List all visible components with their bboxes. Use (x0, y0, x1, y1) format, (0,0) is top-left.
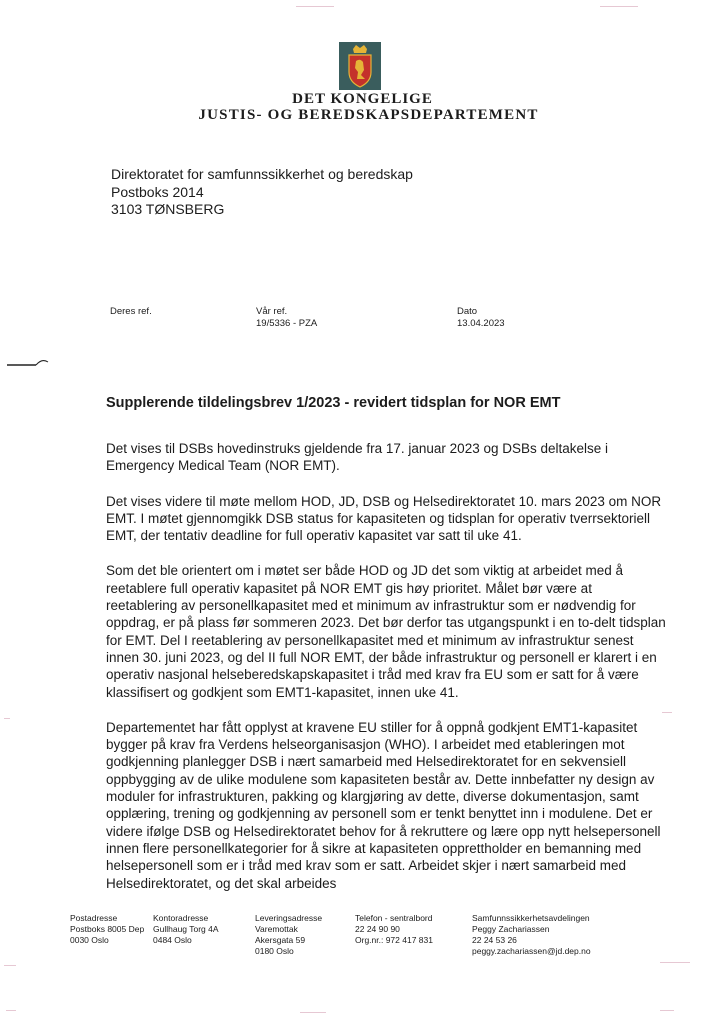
footer-avdeling (472, 913, 591, 957)
footer-email: peggy.zachariassen@jd.dep.no (472, 946, 591, 956)
scan-artifact (660, 1010, 674, 1011)
footer-value: Peggy Zachariassen (472, 924, 550, 934)
footer-telefon (355, 913, 433, 946)
scan-artifact (4, 965, 16, 966)
scan-artifact (660, 962, 690, 963)
footer-label: Telefon - sentralbord (355, 913, 433, 923)
footer-value: Gullhaug Torg 4A (153, 924, 219, 934)
footer-label: Postadresse (70, 913, 118, 923)
paragraph-3: Som det ble orientert om i møtet ser både HOD og JD det som viktig at arbeidet med å reetablere full operativ kapasitet på NOR EMT gis høy prioritet. Målet bør være at reetablering av personellkapasitet med et minimum av infrastruktur som er nødvendig for oppdrag, er på plass før sommeren 2023. Det bør derfor tas utgangspunkt i en to-delt tidsplan for EMT. Del I reetablering av personellkapasitet med et minimum av infrastruktur senest innen 30. juni 2023, og del II full NOR EMT, der både infrastruktur og personell er klarert i en operativ nasjonal helseberedskapskapasitet i tråd med krav fra EU som er satt for å være klassifisert og godkjent som EMT1-kapasitet, innen uke 41. (106, 563, 666, 700)
footer-label: Samfunnssikkerhetsavdelingen (472, 913, 590, 923)
scan-artifact (662, 712, 672, 713)
dato-value: 13.04.2023 (457, 318, 505, 329)
scan-artifact (4, 718, 10, 719)
var-ref-label: Vår ref. (256, 306, 288, 317)
footer-postadresse (70, 913, 144, 946)
ministry-name-line2: JUSTIS- OG BEREDSKAPSDEPARTEMENT (198, 107, 539, 123)
paragraph-2: Det vises videre til møte mellom HOD, JD, DSB og Helsedirektoratet 10. mars 2023 om NOR EMT. I møtet gjennomgikk DSB status for kapasiteten og tidsplan for operativ tverrsektoriell EMT, der tentativ deadline for full operativ kapasitet var satt til uke 41. (106, 493, 662, 544)
footer-leveringsadresse (255, 913, 322, 957)
footer-value: 22 24 53 26 (472, 935, 517, 945)
footer-value: 0180 Oslo (255, 946, 294, 956)
scan-artifact (300, 1012, 326, 1013)
recipient-postal: 3103 TØNSBERG (111, 201, 225, 217)
paragraph-4: Departementet har fått opplyst at kravene EU stiller for å oppnå godkjent EMT1-kapasitet bygger på krav fra Verdens helseorganisasjon (WHO). I arbeidet med etableringen mot godkjenning planlegger DSB i nært samarbeid med Helsedirektoratet for en sekvensiell oppbygging av de ulike modulene som kapasiteten består av. Dette innbefatter ny design av moduler for infrastrukturen, pakking og klargjøring av dette, diverse dokumentasjon, samt opplæring, trening og godkjenning av personell som er tenkt benyttet inn i modulene. Det er videre ifølge DSB og Helsedirektoratet behov for å rekruttere og lære opp nytt helsepersonell innen flere personellkategorier for å sikre at kapasiteten opprettholder en bemanning med helsepersonell som er i tråd med krav som er satt. Arbeidet skjer i nært samarbeid med Helsedirektoratet, og det skal arbeides (106, 719, 661, 891)
letter-body (106, 440, 666, 910)
margin-pen-mark (6, 356, 50, 370)
scan-artifact (600, 6, 638, 7)
footer-value: Org.nr.: 972 417 831 (355, 935, 433, 945)
letter-subject: Supplerende tildelingsbrev 1/2023 - revidert tidsplan for NOR EMT (106, 395, 561, 411)
scan-artifact (296, 6, 334, 7)
deres-ref-label: Deres ref. (110, 306, 152, 317)
footer-value: 0484 Oslo (153, 935, 192, 945)
paragraph-1: Det vises til DSBs hovedinstruks gjeldende fra 17. januar 2023 og DSBs deltakelse i Emergency Medical Team (NOR EMT). (106, 441, 609, 474)
footer-value: 22 24 90 90 (355, 924, 400, 934)
footer-value: Akersgata 59 (255, 935, 306, 945)
footer-value: Postboks 8005 Dep (70, 924, 145, 934)
footer-label: Leveringsadresse (255, 913, 323, 923)
footer-label: Kontoradresse (153, 913, 209, 923)
scan-artifact (6, 1010, 16, 1011)
footer-value: Varemottak (255, 924, 298, 934)
recipient-street: Postboks 2014 (111, 183, 204, 200)
var-ref-value: 19/5336 - PZA (256, 318, 318, 329)
recipient-address (111, 166, 413, 219)
footer-kontoradresse (153, 913, 219, 946)
norway-coat-of-arms-icon (339, 42, 381, 90)
dato-label: Dato (457, 306, 478, 317)
ministry-name-line1: DET KONGELIGE (292, 91, 433, 107)
footer-value: 0030 Oslo (70, 935, 109, 945)
recipient-name: Direktoratet for samfunnssikkerhet og beredskap (111, 166, 413, 182)
